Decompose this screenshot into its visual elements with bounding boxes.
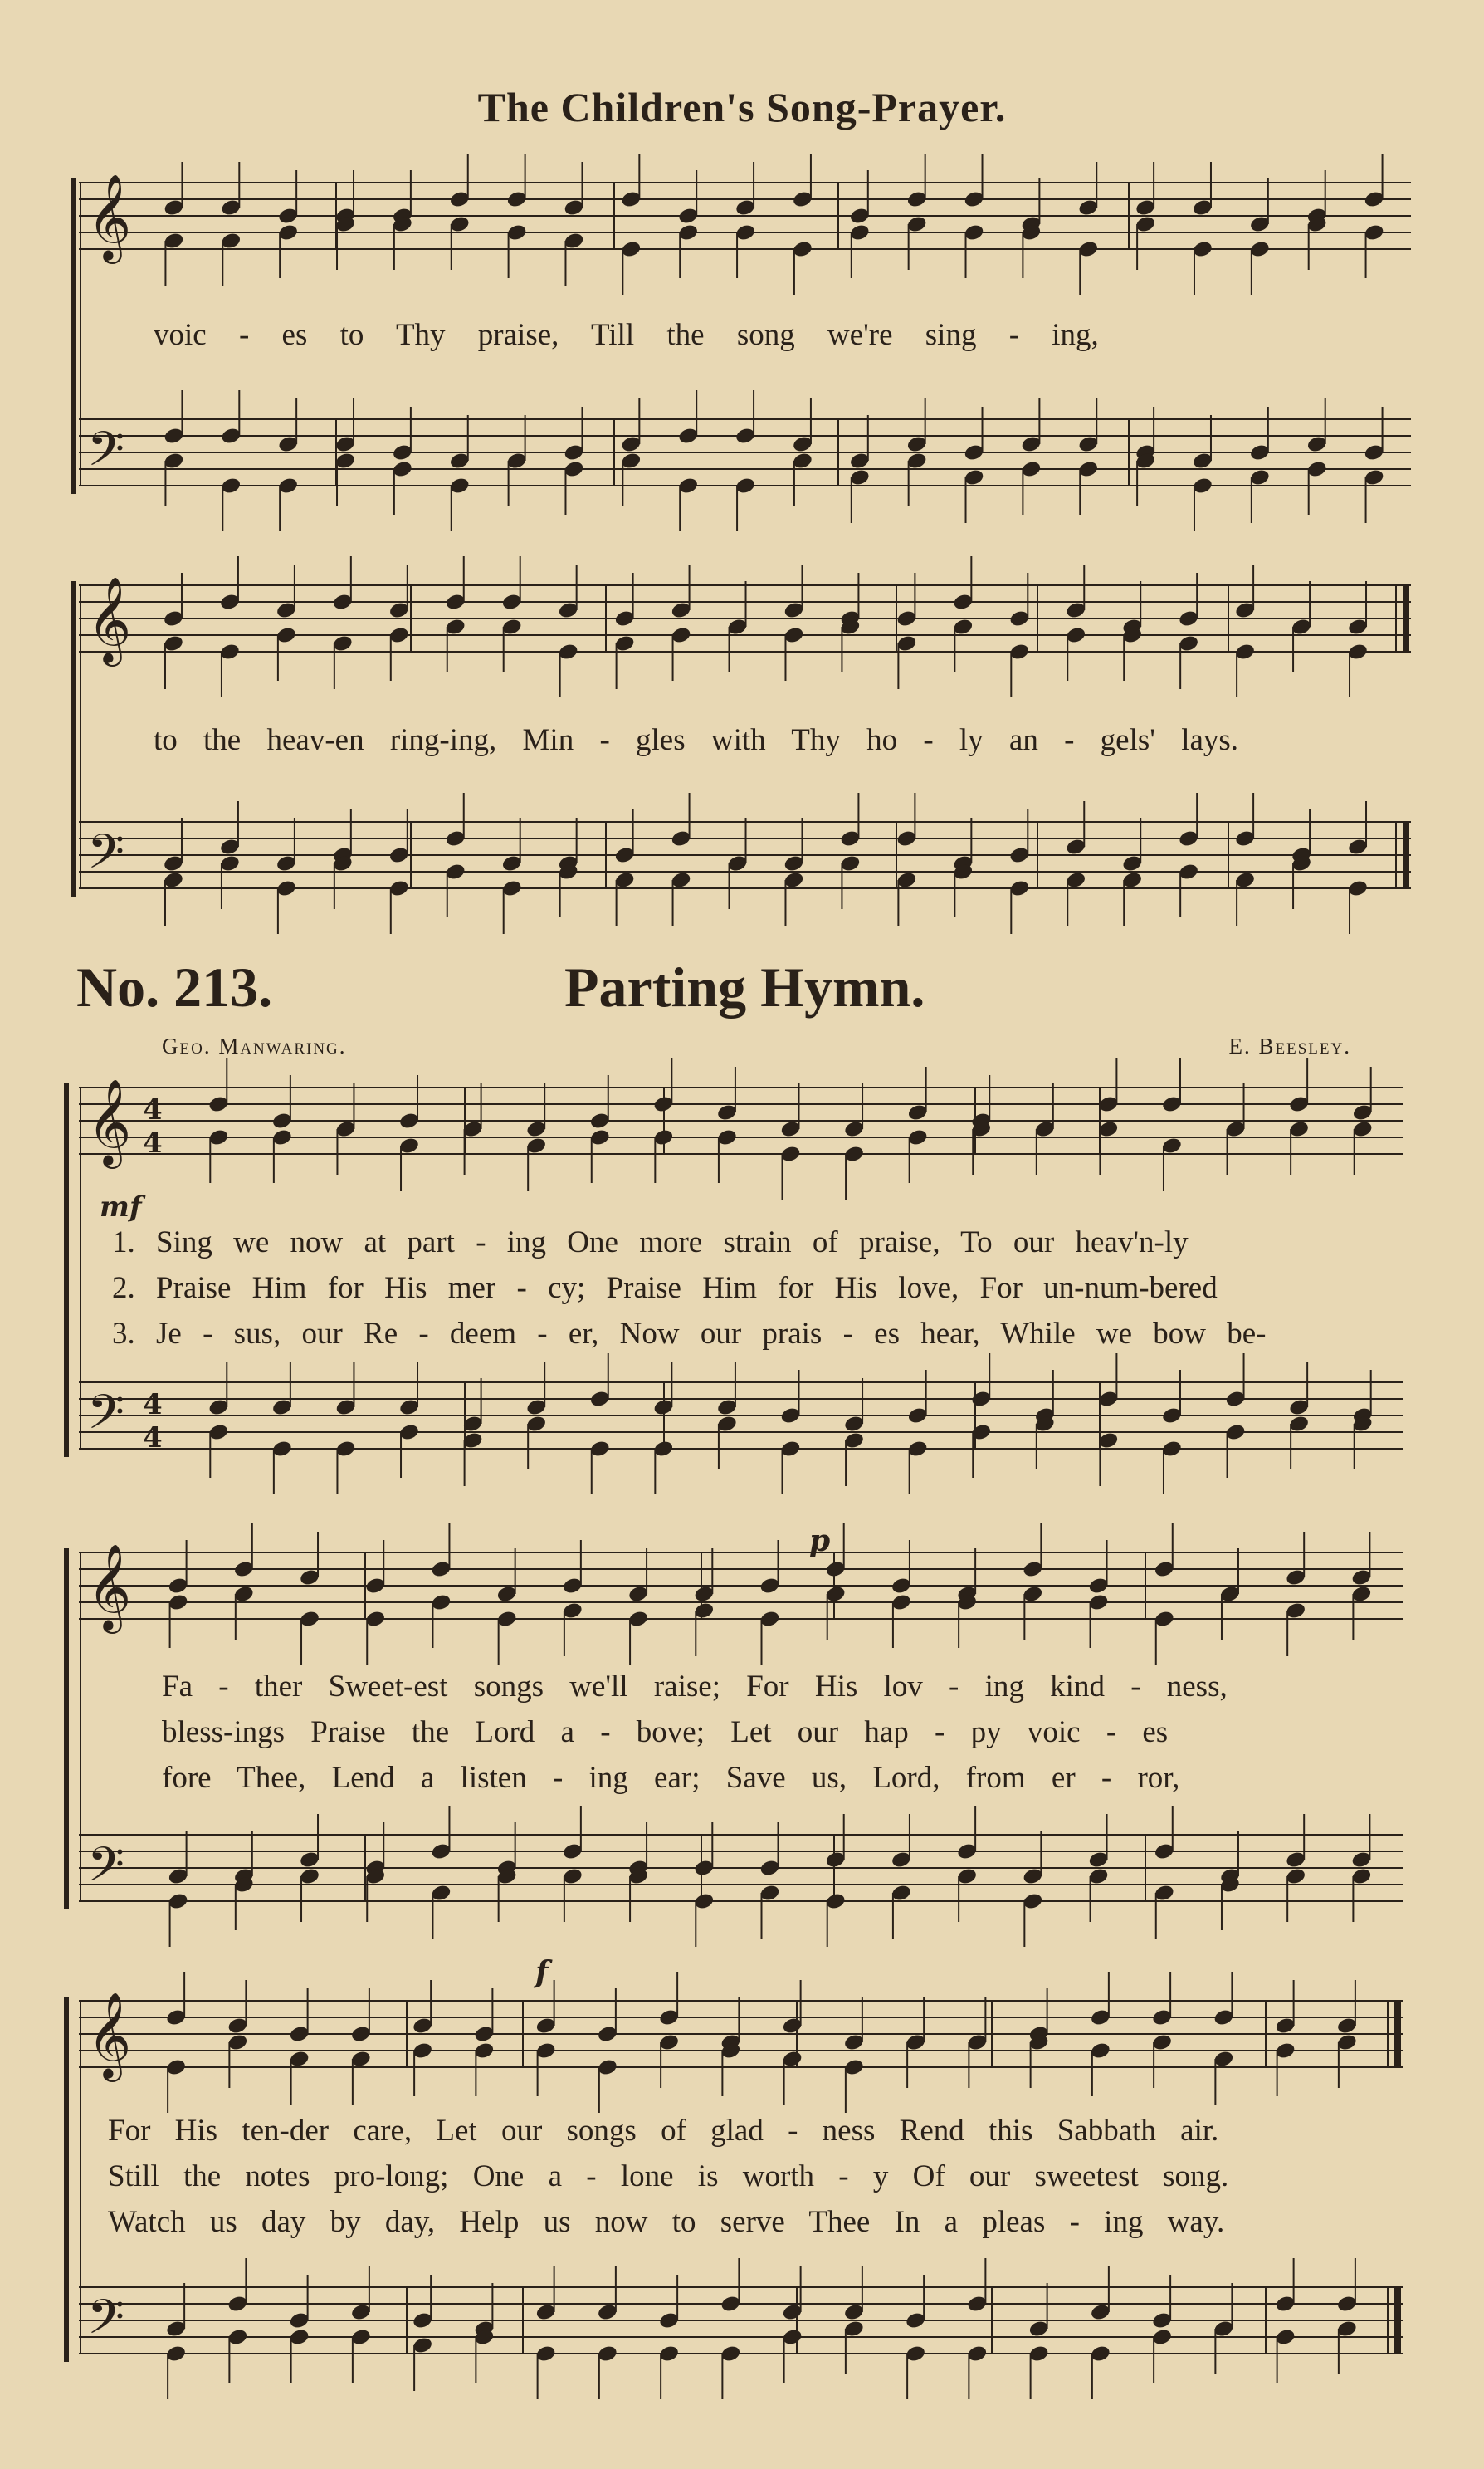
lyricist-credit: Geo. Manwaring. — [162, 1034, 347, 1058]
svg-text:𝄢: 𝄢 — [87, 421, 125, 489]
svg-text:𝄢: 𝄢 — [87, 1836, 125, 1904]
clef-treble — [87, 1543, 131, 1634]
clef-treble — [87, 576, 131, 667]
brace — [73, 178, 81, 494]
lyric-text: Fa - ther Sweet-est songs we'll raise; For His lov - ing kind - ness, — [162, 1670, 1228, 1704]
svg-text:4: 4 — [143, 1093, 163, 1127]
song-title: Parting Hymn. — [564, 956, 925, 1019]
svg-text:4: 4 — [143, 1388, 163, 1421]
brace — [66, 1997, 81, 2362]
clef-bass — [87, 1384, 124, 1452]
staff-treble — [79, 1552, 1403, 1619]
svg-text:𝄞: 𝄞 — [87, 1992, 132, 2079]
lyric-text: Watch us day by day, Help us now to serve Thee In a pleas - ing way. — [108, 2205, 1225, 2239]
clef-bass — [87, 1836, 124, 1904]
clef-bass — [87, 421, 124, 489]
song-title: The Children's Song-Prayer. — [477, 84, 1007, 130]
music-system-2 — [0, 569, 1484, 959]
lyric-text: 2. Praise Him for His mer - cy; Praise Him for His love, For un-num-bered — [112, 1271, 1218, 1305]
clef-treble — [87, 1992, 131, 2082]
svg-text:𝄞: 𝄞 — [87, 576, 132, 663]
svg-text:4: 4 — [143, 1127, 163, 1160]
lyric-text: bless-ings Praise the Lord a - bove; Let our hap - py voic - es — [162, 1715, 1169, 1749]
lyric-text: Still the notes pro-long; One a - lone is worth - y Of our sweetest song. — [108, 2159, 1229, 2193]
svg-text:𝄢: 𝄢 — [87, 824, 125, 892]
staff-treble — [79, 2001, 1403, 2067]
clef-treble — [87, 174, 131, 264]
brace — [73, 581, 81, 897]
lyric-text: 1. Sing we now at part - ing One more strain of praise, To our heav'n-ly — [112, 1225, 1189, 1259]
clef-bass — [87, 2289, 124, 2357]
lyric-text: voic - es to Thy praise, Till the song we're sing - ing, — [154, 318, 1099, 352]
dynamic-mark: p — [809, 1523, 831, 1558]
staff-bass — [79, 822, 1411, 888]
lyric-text: to the heav-en ring-ing, Min - gles with Thy ho - ly an - gels' lays. — [154, 723, 1239, 757]
final-barline — [1396, 585, 1406, 888]
staff-bass — [79, 1835, 1403, 1901]
final-barline — [1388, 2001, 1398, 2354]
lyric-text: 3. Je - sus, our Re - deem - er, Now our prais - es hear, While we bow be- — [112, 1317, 1267, 1351]
brace — [66, 1083, 81, 1457]
lyric-text: fore Thee, Lend a listen - ing ear; Save us, Lord, from er - ror, — [162, 1761, 1180, 1795]
barlines — [465, 1088, 1100, 1449]
clef-bass — [87, 824, 124, 892]
svg-text:𝄞: 𝄞 — [87, 1543, 132, 1631]
svg-text:4: 4 — [143, 1421, 163, 1455]
composer-credit: E. Beesley. — [1228, 1034, 1351, 1058]
clef-treble — [87, 1078, 131, 1169]
brace — [66, 1548, 81, 1909]
svg-text:𝄞: 𝄞 — [87, 174, 132, 261]
svg-text:𝄢: 𝄢 — [87, 2289, 125, 2357]
hymn-number: No. 213. — [76, 956, 273, 1019]
staff-bass — [79, 1382, 1403, 1449]
staff-bass — [79, 2287, 1403, 2354]
dynamic-mark: mf — [100, 1190, 142, 1224]
svg-text:𝄢: 𝄢 — [87, 1384, 125, 1452]
svg-text:𝄞: 𝄞 — [87, 1078, 132, 1166]
lyric-text: For His ten-der care, Let our songs of glad - ness Rend this Sabbath air. — [108, 2114, 1219, 2148]
dynamic-mark: f — [535, 1955, 549, 1990]
